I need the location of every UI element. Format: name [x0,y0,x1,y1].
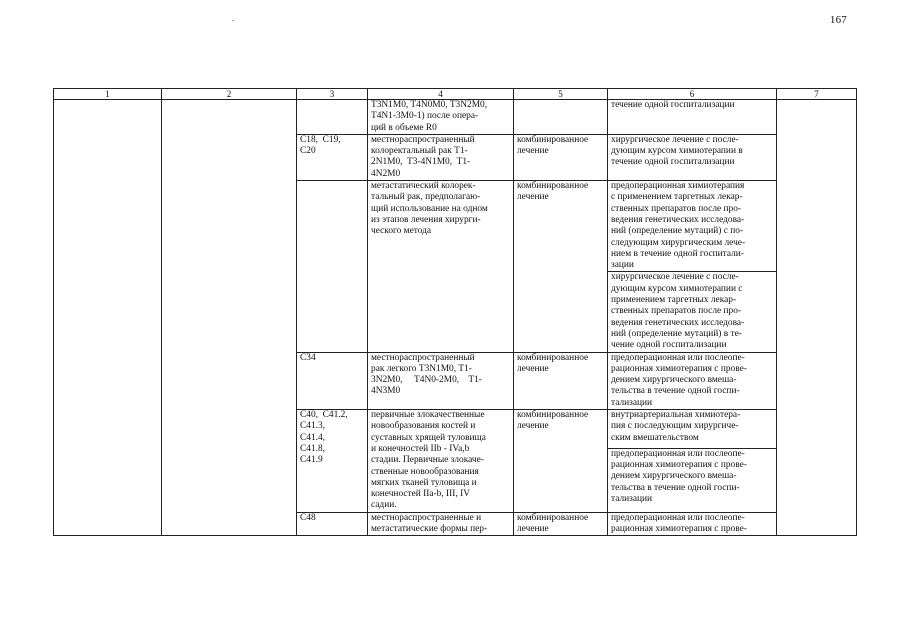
text-line: следующим хирургическим лече- [611,237,746,248]
text-line: течение одной госпитализации [611,157,735,168]
column-header: 3 [297,89,368,100]
text-line: дующим курсом химиотерапии с [611,283,743,294]
text-line: лечение [517,363,549,374]
text-line: C20 [300,146,316,157]
column-header: 7 [777,89,857,100]
text-line: рационная химиотерапия с прове- [611,523,747,534]
text-line: T4N1-3M0-1) после опера- [371,111,479,122]
codes-cell [297,181,368,352]
text-line: 3N2M0, T4N0-2M0, T1- [371,375,482,386]
text-line: метастатический колорек- [371,181,476,192]
treatment-method-cell [608,410,777,449]
text-line: с применением таргетных лекар- [611,192,743,203]
treatment-type-cell [514,134,608,180]
column-header: 5 [514,89,608,100]
text-line: предоперационная химиотерапия [611,181,745,192]
text-line: ческого метода [371,226,432,237]
text-line: ственных препаратов после про- [611,306,742,317]
text-line: C41.4, [300,432,326,443]
text-line: метастатические формы пер- [371,523,488,534]
text-line: конечностей IIa-b, III, IV [371,489,470,500]
text-line: C48 [300,512,316,523]
treatment-method-cell [608,352,777,409]
patient-model-cell [368,410,514,513]
text-line: местнораспространенный [371,352,475,363]
treatment-type-cell [514,352,608,409]
patient-model-cell [368,181,514,352]
text-line: 2N1M0, T3-4N1M0, T1- [371,157,471,168]
col7-cell [777,100,857,536]
text-line: суставных хрящей туловища [371,432,486,443]
treatment-table [53,88,857,536]
treatment-method-cell [608,448,777,512]
text-line: тализации [611,493,653,504]
patient-model-cell [368,100,514,135]
text-line: C40, C41.2, [300,410,348,421]
text-line: дением хирургического вмеша- [611,375,737,386]
text-line: ственных препаратов после про- [611,203,742,214]
text-line: новообразования костей и [371,421,476,432]
text-line: мягких тканей туловища и [371,477,477,488]
text-line: лечение [517,421,549,432]
text-line: ведения генетических исследова- [611,317,745,328]
text-line: комбинированное [517,410,589,421]
text-line: ведения генетических исследова- [611,214,745,225]
column-header: 1 [54,89,162,100]
text-line: из этапов лечения хирурги- [371,214,481,225]
text-line: тализации [611,397,653,408]
text-line: C41.9 [300,455,323,466]
text-line: комбинированное [517,352,589,363]
text-line: предоперационная или послеопе- [611,512,745,523]
treatment-method-cell [608,272,777,352]
text-line: C18, C19, [300,134,341,145]
text-line: колоректальный рак T1- [371,146,468,157]
text-line: стадии. Первичные злокаче- [371,455,484,466]
text-line: Т3N1M0, T4N0M0, T3N2M0, [371,100,488,110]
codes-cell [297,512,368,536]
text-line: рационная химиотерапия с прове- [611,460,747,471]
codes-cell [297,352,368,409]
text-line: дением хирургического вмеша- [611,471,737,482]
text-line: C41.8, [300,443,326,454]
text-line: лечение [517,523,549,534]
text-line: предоперационная или послеопе- [611,352,745,363]
text-line: комбинированное [517,512,589,523]
scan-speck [232,20,234,21]
column-header: 6 [608,89,777,100]
text-line: C34 [300,352,316,363]
treatment-type-cell [514,181,608,352]
codes-cell [297,410,368,513]
text-line: внутриартериальная химиотера- [611,410,741,421]
text-line: местнораспространенные и [371,512,482,523]
text-line: лечение [517,146,549,157]
text-line: нием в течение одной госпитали- [611,248,744,259]
patient-model-cell [368,134,514,180]
col2-cell [162,100,297,536]
text-line: 4N2M0 [371,168,401,179]
text-line: ний (определение мутаций) с по- [611,226,744,237]
treatment-type-cell [514,100,608,135]
text-line: рационная химиотерапия с прове- [611,363,747,374]
text-line: C41.3, [300,421,326,432]
text-line: ций в объеме R0 [371,122,437,133]
table-row [54,100,857,135]
codes-cell [297,134,368,180]
text-line: ний (определение мутаций) в те- [611,328,742,339]
text-line: дующим курсом химиотерапии в [611,146,743,157]
text-line: предоперационная или послеопе- [611,448,745,459]
text-line: 4N3M0 [371,386,401,397]
text-line: местнораспространенный [371,134,475,145]
text-line: пия с последующим хирургиче- [611,421,739,432]
text-line: щий использование на одном [371,203,488,214]
column-header: 4 [368,89,514,100]
text-line: комбинированное [517,134,589,145]
codes-cell [297,100,368,135]
text-line: ским вмешательством [611,432,699,443]
patient-model-cell [368,352,514,409]
text-line: хирургическое лечение с после- [611,134,739,145]
text-line: течение одной госпитализации [611,100,735,110]
text-line: лечение [517,192,549,203]
treatment-method-cell [608,512,777,536]
text-line: тельства в течение одной госпи- [611,482,740,493]
text-line: тальный рак, предполагаю- [371,192,481,203]
text-line: тельства в течение одной госпи- [611,386,740,397]
text-line: чение одной госпитализации [611,340,727,351]
treatment-type-cell [514,410,608,513]
text-line: ственные новообразования [371,466,479,477]
text-line: первичные злокачественные [371,410,485,421]
patient-model-cell [368,512,514,536]
text-line: рак легкого T3N1M0, T1- [371,363,472,374]
text-line: применением таргетных лекар- [611,295,737,306]
col1-cell [54,100,162,536]
text-line: комбинированное [517,181,589,192]
column-header: 2 [162,89,297,100]
page-number: 167 [829,14,847,26]
treatment-method-cell [608,100,777,135]
text-line: зации [611,260,634,271]
text-line: хирургическое лечение с после- [611,272,739,283]
treatment-method-cell [608,181,777,272]
text-line: садии. [371,500,397,511]
column-number-row [54,89,857,100]
treatment-type-cell [514,512,608,536]
treatment-method-cell [608,134,777,180]
text-line: и конечностей IIb - IVa,b [371,443,470,454]
